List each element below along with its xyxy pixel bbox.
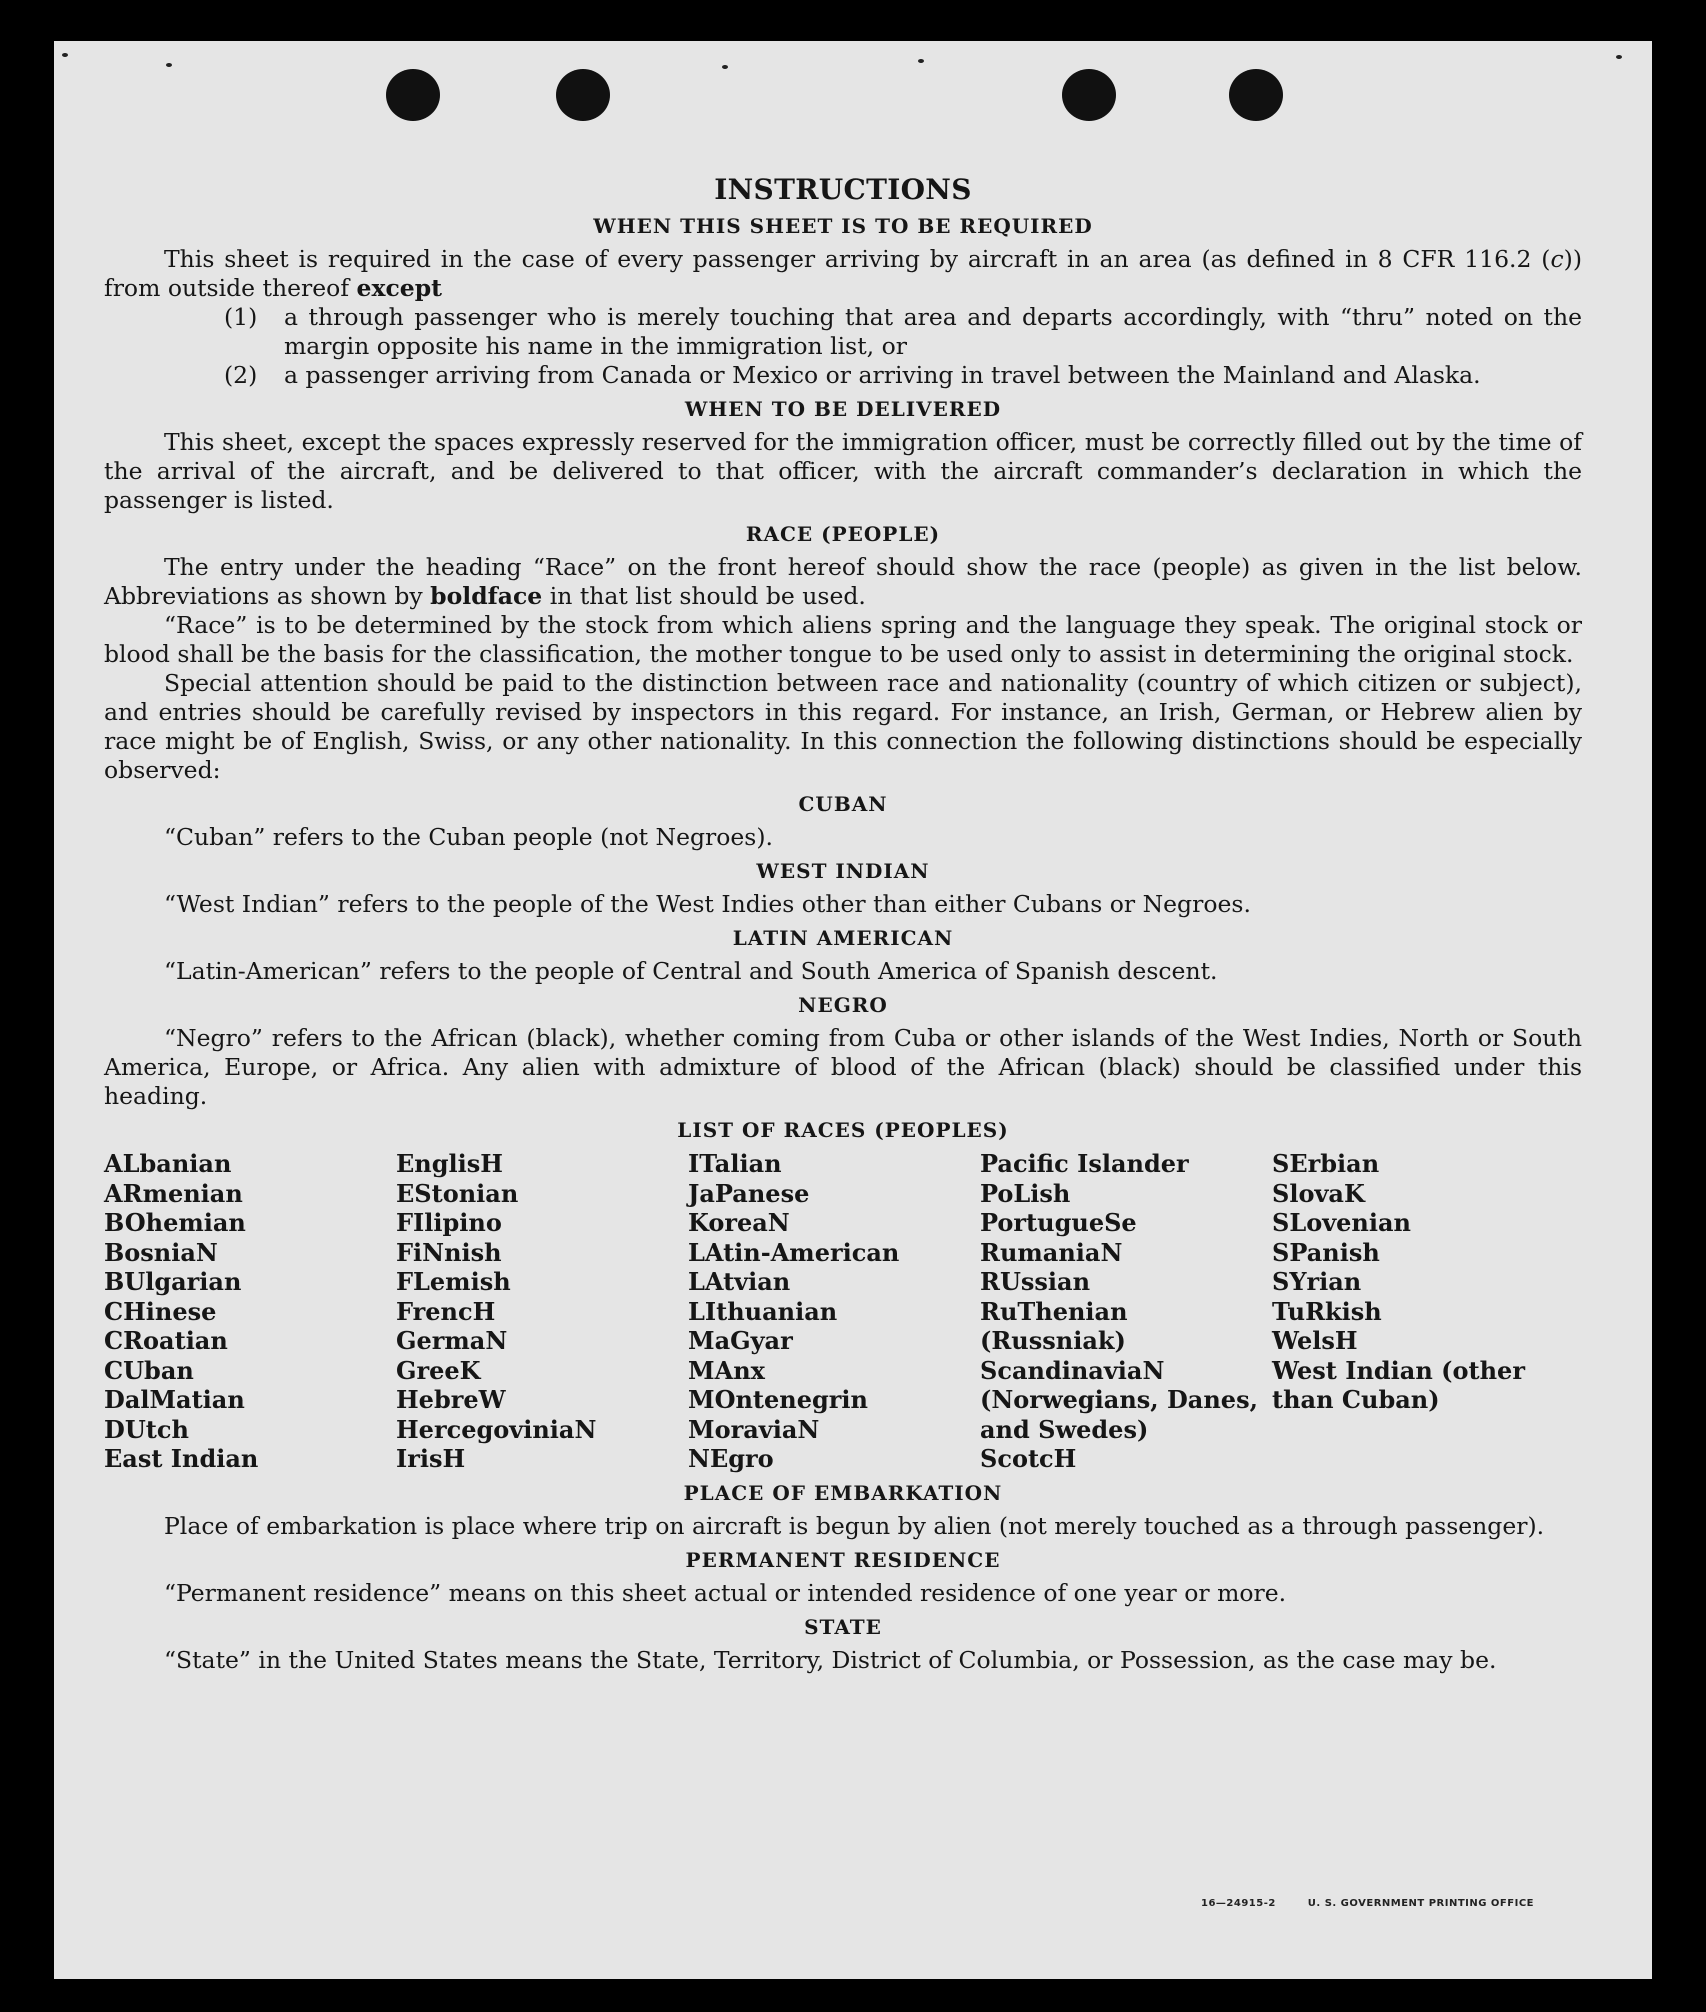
race-entry: EStonian: [396, 1178, 519, 1208]
race-entry: MOntenegrin: [688, 1385, 868, 1414]
when-delivered-text: This sheet, except the spaces expressly reserved for the immigration officer, must be correctly filled out by the time of the arrival of the aircraft, and be delivered to that officer, with the aircraft commander’s declaration in which the passenger is listed.: [104, 428, 1582, 514]
race-entry: ARmenian: [104, 1178, 243, 1208]
race-entry: PoLish: [980, 1178, 1071, 1208]
negro-text: “Negro” refers to the African (black), whether coming from Cuba or other islands of the West Indies, North or South America, Europe, or Africa. Any alien with admixture of blood of the African (black) should be classified under this heading.: [104, 1024, 1582, 1110]
heading-when-required: WHEN THIS SHEET IS TO BE REQUIRED: [593, 214, 1093, 238]
race-entry: FLemish: [396, 1267, 511, 1296]
race-entry: Pacific Islander: [980, 1149, 1189, 1178]
race-entry: PortugueSe: [980, 1208, 1137, 1237]
race-entry: BOhemian: [104, 1208, 246, 1237]
page-title: INSTRUCTIONS: [714, 173, 972, 206]
race-entry: East Indian: [104, 1444, 259, 1473]
race-entry: JaPanese: [688, 1178, 810, 1208]
race-entry: SLovenian: [1272, 1208, 1411, 1237]
form-number: 16—24915-2: [1200, 1898, 1276, 1909]
race-entry: HercegoviniaN: [396, 1414, 597, 1444]
race-entry: ScandinaviaN (Norwegians, Danes, and Swedes): [980, 1355, 1258, 1444]
document-sheet: [54, 41, 1652, 1979]
race-entry: MoraviaN: [688, 1414, 820, 1444]
race-entry: SlovaK: [1272, 1178, 1365, 1208]
race-entry: West Indian (other than Cuban): [1272, 1355, 1525, 1414]
permanent-residence-text: “Permanent residence” means on this sheet actual or intended residence of one year or more.: [164, 1578, 1287, 1607]
heading-permanent-residence: PERMANENT RESIDENCE: [685, 1547, 1001, 1572]
punch-hole-4: [1229, 69, 1283, 121]
scan-speck: [918, 59, 924, 63]
race-entry: LAtvian: [688, 1267, 791, 1296]
race-entry: DalMatian: [104, 1385, 245, 1414]
latin-american-text: “Latin-American” refers to the people of Central and South America of Spanish descent.: [164, 957, 1218, 985]
race-entry: FiNnish: [396, 1237, 502, 1267]
cuban-text: “Cuban” refers to the Cuban people (not Negroes).: [164, 823, 774, 851]
race-entry: WelsH: [1272, 1326, 1358, 1355]
race-entry: TuRkish: [1272, 1296, 1382, 1326]
when-required-intro: This sheet is required in the case of every passenger arriving by aircraft in an area (as defined in 8 CFR 116.2 (c)) from outside thereof except: [104, 245, 1582, 302]
race-column-5: [1272, 1149, 1552, 1474]
race-entry: ALbanian: [104, 1149, 232, 1178]
punch-hole-2: [556, 69, 610, 121]
heading-west-indian: WEST INDIAN: [756, 859, 930, 883]
race-entry: RumaniaN: [980, 1237, 1123, 1267]
race-entry: NEgro: [688, 1444, 774, 1473]
race-entry: CHinese: [104, 1296, 217, 1326]
race-entry: ScotcH: [980, 1444, 1077, 1473]
race-paragraph-2: “Race” is to be determined by the stock from which aliens spring and the language they speak. The original stock or blood shall be the basis for the classification, the mother tongue to be used only to assist in determining the original stock.: [104, 611, 1582, 668]
heading-state: STATE: [804, 1614, 882, 1639]
race-column-2: [396, 1149, 688, 1474]
race-column-1: [104, 1149, 396, 1474]
state-text: “State” in the United States means the State, Territory, District of Columbia, or Possession, as the case may be.: [164, 1645, 1497, 1674]
race-entry: LAtin-American: [688, 1237, 900, 1267]
race-entry: FIlipino: [396, 1208, 502, 1237]
race-entry: EnglisH: [396, 1149, 503, 1178]
embarkation-text: Place of embarkation is place where trip on aircraft is begun by alien (not merely touched as a through passenger).: [164, 1511, 1545, 1540]
race-entry: SYrian: [1272, 1267, 1362, 1296]
race-entry: GreeK: [396, 1355, 481, 1385]
punch-hole-1: [386, 69, 440, 121]
heading-race: RACE (PEOPLE): [745, 522, 941, 546]
race-paragraph-1: The entry under the heading “Race” on the front hereof should show the race (people) as given in the list below. Abbreviations as shown by boldface in that list should be used.: [104, 553, 1582, 610]
race-entry: LIthuanian: [688, 1296, 838, 1326]
heading-when-delivered: WHEN TO BE DELIVERED: [684, 397, 1002, 421]
race-list: [104, 1149, 1582, 1474]
scan-speck: [722, 65, 728, 69]
instructions-body: [104, 173, 1582, 1675]
heading-negro: NEGRO: [798, 993, 888, 1017]
race-entry: ITalian: [688, 1149, 782, 1178]
heading-latin-american: LATIN AMERICAN: [732, 926, 954, 950]
race-paragraph-3: Special attention should be paid to the distinction between race and nationality (country of which citizen or subject), and entries should be carefully revised by inspectors in this regard. For instance, an Irish, German, or Hebrew alien by race might be of English, Swiss, or any other nationality. In this connection the following distinctions should be especially observed:: [104, 669, 1582, 784]
race-entry: MAnx: [688, 1355, 765, 1385]
footer-imprint: [1173, 1898, 1534, 1909]
race-entry: MaGyar: [688, 1326, 793, 1355]
punch-hole-3: [1062, 69, 1116, 121]
race-entry: GermaN: [396, 1326, 508, 1355]
race-entry: DUtch: [104, 1414, 189, 1444]
race-entry: RuThenian (Russniak): [980, 1296, 1128, 1355]
exception-item-2: (2) a passenger arriving from Canada or Mexico or arriving in travel between the Mainland and Alaska.: [224, 361, 1481, 389]
heading-list-of-races: LIST OF RACES (PEOPLES): [677, 1118, 1009, 1142]
west-indian-text: “West Indian” refers to the people of the West Indies other than either Cubans or Negroes.: [164, 890, 1251, 918]
race-entry: BUlgarian: [104, 1267, 242, 1296]
race-entry: IrisH: [396, 1444, 466, 1473]
race-column-4: [980, 1149, 1272, 1474]
race-entry: CRoatian: [104, 1326, 228, 1355]
scan-speck: [1616, 55, 1622, 59]
exception-item-1: (1) a through passenger who is merely touching that area and departs accordingly, with “thru” noted on the margin opposite his name in the immigration list, or: [224, 303, 1582, 360]
race-entry: SPanish: [1272, 1237, 1380, 1267]
race-column-3: [688, 1149, 980, 1474]
heading-cuban: CUBAN: [798, 792, 888, 816]
heading-embarkation: PLACE OF EMBARKATION: [683, 1480, 1003, 1505]
scan-speck: [62, 53, 68, 57]
race-entry: CUban: [104, 1355, 194, 1385]
race-entry: RUssian: [980, 1267, 1091, 1296]
scan-speck: [166, 63, 172, 67]
race-entry: KoreaN: [688, 1208, 790, 1237]
race-entry: SErbian: [1272, 1149, 1380, 1178]
race-entry: FrencH: [396, 1296, 496, 1326]
race-entry: HebreW: [396, 1385, 506, 1414]
printer-imprint: U. S. GOVERNMENT PRINTING OFFICE: [1307, 1898, 1534, 1909]
race-entry: BosniaN: [104, 1237, 218, 1267]
